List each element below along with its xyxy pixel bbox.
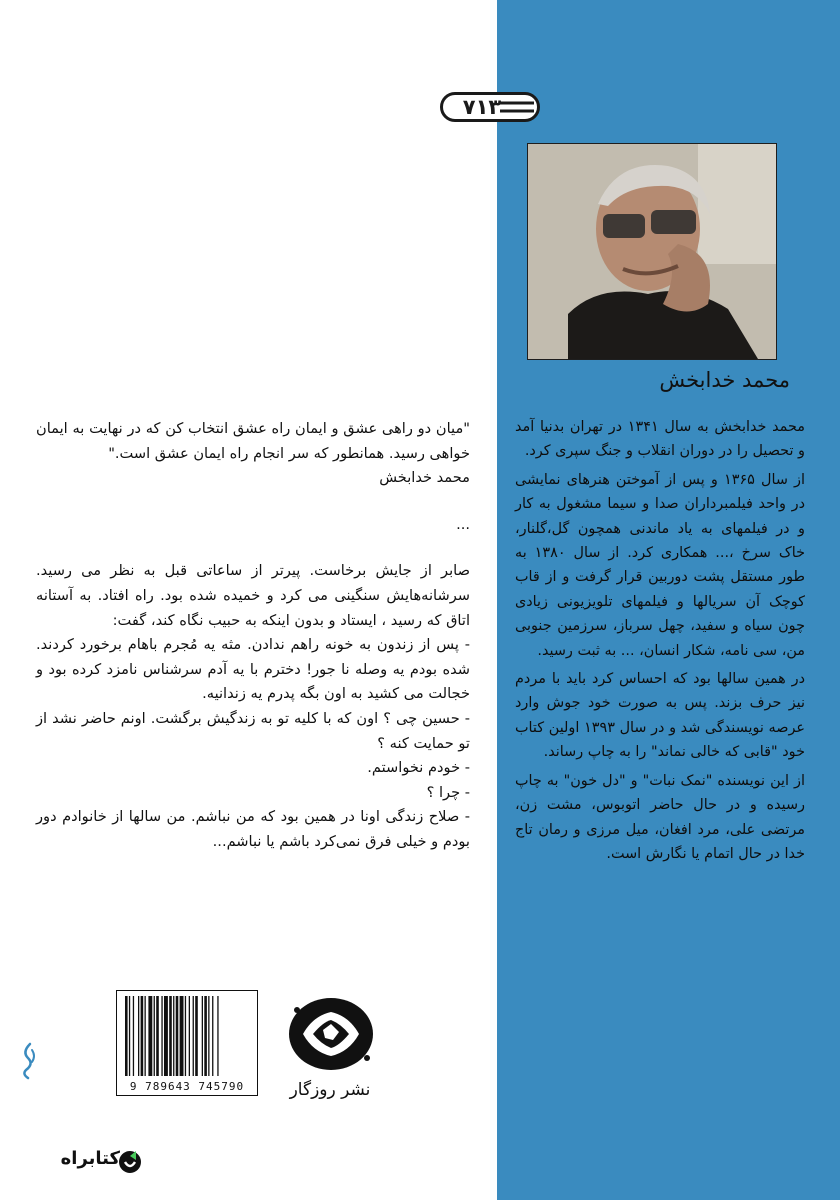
- excerpt-paragraph: - صلاح زندگی اونا در همین بود که من نباشم. من سالها از خانوادم دور بودم و خیلی فرق نمی‌کرد باشم یا نباشم...: [36, 808, 470, 850]
- excerpt-paragraph: - پس از زندون به خونه راهم ندادن. مثه یه مُجرم باهام برخورد کردند. شده بودم یه وصله نا جور! دخترم با یه آدم سرشناس نامزد کرده بود و خجالت می کشید به اون بگه پدرم یه زندانیه.: [36, 636, 470, 703]
- author-name: محمد خدابخش: [659, 368, 790, 392]
- excerpt-paragraph: - حسین چی ؟ اون که با کلیه تو به زندگیش برگشت. اونم حاضر نشد از تو حمایت کنه ؟: [36, 709, 470, 752]
- excerpt-quote-author: محمد خدابخش: [379, 469, 470, 487]
- publisher-name: نشر روزگار: [289, 1080, 371, 1100]
- book-excerpt: [36, 417, 470, 855]
- excerpt-paragraph: - چرا ؟: [426, 783, 470, 801]
- bio-paragraph: در همین سالها بود که احساس کرد باید با مردم نیز حرف بزند. پس به صورت خود جوش وارد عرصه نویسندگی شد و در سال ۱۳۹۳ اولین کتاب خود "قابی که خالی نماند" را به چاپ رساند.: [515, 671, 806, 761]
- isbn-number: 9 789643 745790: [129, 1080, 245, 1093]
- excerpt-paragraph: - خودم نخواستم.: [367, 759, 470, 777]
- excerpt-quote: "میان دو راهی عشق و ایمان راه عشق انتخاب کن که در نهایت به ایمان خواهی رسید. همانطور که سر انجام راه ایمان عشق است.": [36, 420, 470, 462]
- excerpt-paragraph: صابر از جایش برخاست. پیرتر از ساعاتی قبل به نظر می رسید. سرشانه‌هایش سنگینی می کرد و خمیده شده بود. راه افتاد. به آستانه اتاق که رسید ، ایستاد و بدون اینکه به حبیب نگاه کند، گفت:: [36, 562, 470, 629]
- author-photo: [527, 143, 777, 360]
- bio-paragraph: محمد خدابخش به سال ۱۳۴۱ در تهران بدنیا آمد و تحصیل را در دوران انقلاب و جنگ سپری کرد.: [515, 419, 805, 460]
- bio-paragraph: از این نویسنده "نمک نبات" و "دل خون" به چاپ رسیده و در حال حاضر اتوبوس، مشت زن، مرتضی علی، مرد افغان، میل مرزی و رمان تاج خدا در حال اتمام یا نگارش است.: [515, 772, 805, 862]
- series-number: ۷۱۳: [462, 95, 502, 119]
- bio-paragraph: از سال ۱۳۶۵ و پس از آموختن هنرهای نمایشی در واحد فیلمبرداران صدا و سیما مشغول به کار و در فیلمهای به یاد ماندنی همچون گل،گلنار، خاک سرخ ،... همکاری کرد. از سال ۱۳۸۰ به طور مستقل پشت دوربین قرار گرفت و از قاب کوچک آن سریالها و فیلمهای تلویزیونی زیادی چون سیاه و سفید، چهل سرباز، سرزمین جنوبی من، سی نامه، شکار انسان، ... به ثبت رسید.: [515, 471, 805, 659]
- store-name: کتابراه: [60, 1148, 120, 1169]
- designer-signature: [18, 1040, 38, 1080]
- author-bio: [515, 415, 805, 866]
- publisher-logo: [283, 994, 379, 1074]
- excerpt-ellipsis: ...: [456, 515, 470, 533]
- isbn-barcode: [116, 990, 258, 1096]
